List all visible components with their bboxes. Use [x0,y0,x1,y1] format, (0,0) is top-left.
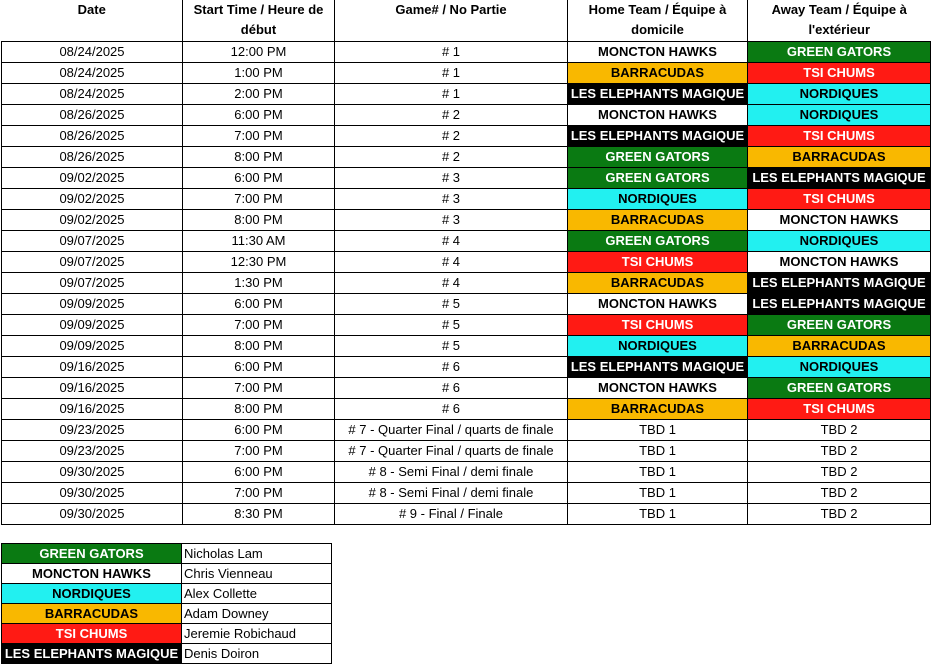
legend-coach-cell: Alex Collette [182,584,332,604]
date-cell: 09/23/2025 [2,440,183,461]
start-time-cell: 12:00 PM [183,41,335,62]
date-cell: 09/02/2025 [2,167,183,188]
legend-row [2,544,332,564]
game-number-cell: # 5 [335,293,568,314]
table-row [2,167,931,188]
away-team-cell: GREEN GATORS [748,377,931,398]
away-team-cell: MONCTON HAWKS [748,251,931,272]
table-row [2,146,931,167]
table-row [2,125,931,146]
home-team-cell: MONCTON HAWKS [568,377,748,398]
home-team-cell: TSI CHUMS [568,314,748,335]
away-team-cell: MONCTON HAWKS [748,209,931,230]
table-row [2,293,931,314]
start-time-cell: 6:00 PM [183,167,335,188]
header-game: Game# / No Partie [335,0,568,41]
table-row [2,188,931,209]
game-number-cell: # 2 [335,125,568,146]
game-number-cell: # 9 - Final / Finale [335,503,568,524]
date-cell: 08/26/2025 [2,125,183,146]
home-team-cell: MONCTON HAWKS [568,104,748,125]
away-team-cell: TSI CHUMS [748,398,931,419]
legend-row [2,604,332,624]
date-cell: 09/16/2025 [2,398,183,419]
legend-row [2,644,332,664]
header-home-team: Home Team / Équipe à domicile [568,0,748,41]
start-time-cell: 1:00 PM [183,62,335,83]
start-time-cell: 7:00 PM [183,314,335,335]
game-number-cell: # 5 [335,335,568,356]
table-row [2,440,931,461]
away-team-cell: BARRACUDAS [748,146,931,167]
home-team-cell: TBD 1 [568,419,748,440]
start-time-cell: 11:30 AM [183,230,335,251]
date-cell: 09/16/2025 [2,356,183,377]
game-number-cell: # 2 [335,104,568,125]
table-row [2,482,931,503]
table-row [2,41,931,62]
away-team-cell: TSI CHUMS [748,188,931,209]
start-time-cell: 12:30 PM [183,251,335,272]
table-row [2,377,931,398]
date-cell: 09/02/2025 [2,209,183,230]
away-team-cell: GREEN GATORS [748,314,931,335]
schedule-body [2,41,931,524]
legend-team-cell: LES ELEPHANTS MAGIQUE [2,644,182,664]
date-cell: 09/16/2025 [2,377,183,398]
away-team-cell: TBD 2 [748,440,931,461]
legend-coach-cell: Chris Vienneau [182,564,332,584]
home-team-cell: TSI CHUMS [568,251,748,272]
away-team-cell: NORDIQUES [748,104,931,125]
team-legend-table [1,543,332,664]
legend-team-cell: TSI CHUMS [2,624,182,644]
home-team-cell: BARRACUDAS [568,272,748,293]
date-cell: 08/26/2025 [2,104,183,125]
header-date: Date [2,0,183,41]
home-team-cell: GREEN GATORS [568,230,748,251]
legend-row [2,624,332,644]
game-number-cell: # 6 [335,356,568,377]
date-cell: 09/02/2025 [2,188,183,209]
start-time-cell: 8:00 PM [183,146,335,167]
home-team-cell: LES ELEPHANTS MAGIQUE [568,83,748,104]
home-team-cell: LES ELEPHANTS MAGIQUE [568,125,748,146]
game-number-cell: # 5 [335,314,568,335]
legend-coach-cell: Adam Downey [182,604,332,624]
game-number-cell: # 2 [335,146,568,167]
table-row [2,251,931,272]
legend-coach-cell: Denis Doiron [182,644,332,664]
table-row [2,419,931,440]
table-row [2,83,931,104]
home-team-cell: TBD 1 [568,503,748,524]
game-number-cell: # 3 [335,209,568,230]
table-row [2,104,931,125]
table-row [2,356,931,377]
game-number-cell: # 3 [335,167,568,188]
start-time-cell: 7:00 PM [183,125,335,146]
game-number-cell: # 3 [335,188,568,209]
away-team-cell: TSI CHUMS [748,62,931,83]
date-cell: 09/07/2025 [2,230,183,251]
date-cell: 09/30/2025 [2,461,183,482]
date-cell: 09/09/2025 [2,314,183,335]
game-number-cell: # 4 [335,251,568,272]
home-team-cell: NORDIQUES [568,188,748,209]
home-team-cell: BARRACUDAS [568,62,748,83]
table-row [2,272,931,293]
table-row [2,314,931,335]
home-team-cell: BARRACUDAS [568,209,748,230]
start-time-cell: 8:00 PM [183,398,335,419]
home-team-cell: GREEN GATORS [568,167,748,188]
away-team-cell: NORDIQUES [748,83,931,104]
home-team-cell: TBD 1 [568,482,748,503]
game-number-cell: # 4 [335,230,568,251]
game-number-cell: # 1 [335,41,568,62]
start-time-cell: 7:00 PM [183,482,335,503]
start-time-cell: 7:00 PM [183,188,335,209]
start-time-cell: 6:00 PM [183,293,335,314]
start-time-cell: 6:00 PM [183,104,335,125]
legend-coach-cell: Nicholas Lam [182,544,332,564]
date-cell: 09/30/2025 [2,503,183,524]
away-team-cell: LES ELEPHANTS MAGIQUE [748,272,931,293]
home-team-cell: GREEN GATORS [568,146,748,167]
away-team-cell: NORDIQUES [748,230,931,251]
away-team-cell: LES ELEPHANTS MAGIQUE [748,167,931,188]
start-time-cell: 8:30 PM [183,503,335,524]
game-number-cell: # 7 - Quarter Final / quarts de finale [335,440,568,461]
game-number-cell: # 1 [335,83,568,104]
start-time-cell: 8:00 PM [183,335,335,356]
legend-row [2,584,332,604]
game-number-cell: # 6 [335,377,568,398]
table-row [2,62,931,83]
away-team-cell: TBD 2 [748,461,931,482]
date-cell: 09/09/2025 [2,335,183,356]
home-team-cell: BARRACUDAS [568,398,748,419]
game-number-cell: # 6 [335,398,568,419]
legend-team-cell: GREEN GATORS [2,544,182,564]
home-team-cell: NORDIQUES [568,335,748,356]
game-number-cell: # 1 [335,62,568,83]
date-cell: 09/30/2025 [2,482,183,503]
start-time-cell: 2:00 PM [183,83,335,104]
header-start-time: Start Time / Heure de début [183,0,335,41]
game-number-cell: # 8 - Semi Final / demi finale [335,461,568,482]
away-team-cell: TBD 2 [748,503,931,524]
date-cell: 08/24/2025 [2,41,183,62]
start-time-cell: 7:00 PM [183,440,335,461]
date-cell: 09/07/2025 [2,251,183,272]
header-away-team: Away Team / Équipe à l'extérieur [748,0,931,41]
away-team-cell: TBD 2 [748,419,931,440]
home-team-cell: MONCTON HAWKS [568,41,748,62]
schedule-table [1,0,931,525]
home-team-cell: LES ELEPHANTS MAGIQUE [568,356,748,377]
table-row [2,461,931,482]
game-number-cell: # 8 - Semi Final / demi finale [335,482,568,503]
table-row [2,398,931,419]
away-team-cell: BARRACUDAS [748,335,931,356]
away-team-cell: NORDIQUES [748,356,931,377]
table-row [2,335,931,356]
game-number-cell: # 7 - Quarter Final / quarts de finale [335,419,568,440]
home-team-cell: TBD 1 [568,461,748,482]
table-row [2,230,931,251]
legend-team-cell: BARRACUDAS [2,604,182,624]
away-team-cell: TBD 2 [748,482,931,503]
home-team-cell: MONCTON HAWKS [568,293,748,314]
legend-coach-cell: Jeremie Robichaud [182,624,332,644]
start-time-cell: 1:30 PM [183,272,335,293]
legend-row [2,564,332,584]
table-row [2,503,931,524]
legend-team-cell: MONCTON HAWKS [2,564,182,584]
start-time-cell: 8:00 PM [183,209,335,230]
date-cell: 09/23/2025 [2,419,183,440]
table-row [2,209,931,230]
date-cell: 09/07/2025 [2,272,183,293]
legend-team-cell: NORDIQUES [2,584,182,604]
date-cell: 08/24/2025 [2,62,183,83]
start-time-cell: 6:00 PM [183,356,335,377]
start-time-cell: 7:00 PM [183,377,335,398]
away-team-cell: GREEN GATORS [748,41,931,62]
date-cell: 09/09/2025 [2,293,183,314]
start-time-cell: 6:00 PM [183,419,335,440]
date-cell: 08/24/2025 [2,83,183,104]
away-team-cell: LES ELEPHANTS MAGIQUE [748,293,931,314]
away-team-cell: TSI CHUMS [748,125,931,146]
legend-body [2,544,332,664]
date-cell: 08/26/2025 [2,146,183,167]
header-row [2,0,931,41]
home-team-cell: TBD 1 [568,440,748,461]
game-number-cell: # 4 [335,272,568,293]
start-time-cell: 6:00 PM [183,461,335,482]
